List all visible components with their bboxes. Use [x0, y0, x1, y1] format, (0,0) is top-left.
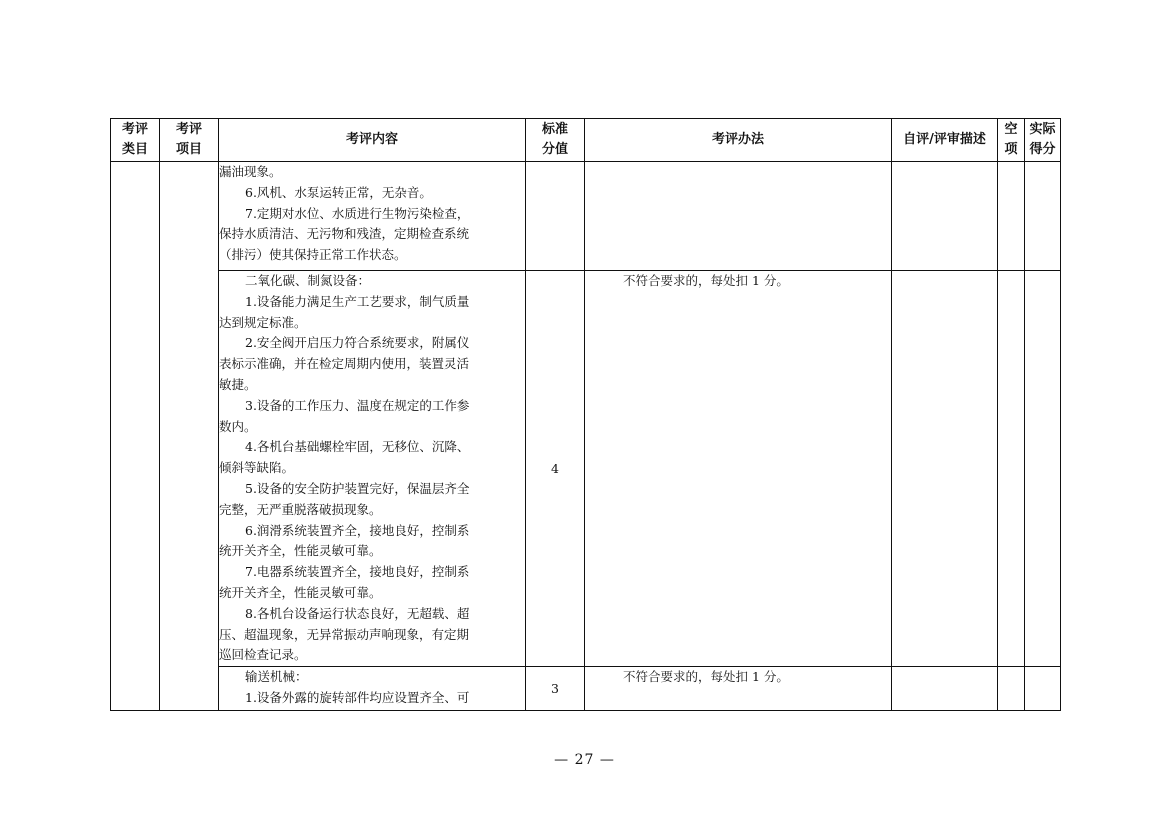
score-cell: 3 — [526, 667, 585, 711]
header-actual-text: 实际 得分 — [1029, 122, 1056, 157]
table-body — [111, 162, 1061, 711]
header-method: 考评办法 — [585, 119, 892, 162]
method-text: 不符合要求的，每处扣 1 分。 — [623, 669, 789, 685]
content-line: 6.润滑系统装置齐全，接地良好，控制系 — [245, 522, 470, 538]
header-blank-text: 空 项 — [1004, 122, 1018, 157]
content-line: 完整，无严重脱落破损现象。 — [219, 501, 382, 517]
content-line: 输送机械： — [245, 669, 308, 685]
header-score-text: 标准 分值 — [541, 122, 568, 157]
header-content: 考评内容 — [219, 119, 526, 162]
header-item — [160, 119, 219, 162]
method-cell — [585, 162, 892, 271]
content-line: 7.电器系统装置齐全，接地良好，控制系 — [245, 564, 470, 580]
method-cell — [585, 271, 892, 667]
content-line: 数内。 — [219, 418, 257, 434]
content-cell — [219, 162, 526, 271]
self-eval-cell — [892, 667, 998, 711]
page-number: — 27 — — [554, 752, 615, 768]
header-category-text: 考评 类目 — [121, 122, 148, 157]
actual-score-cell — [1025, 667, 1061, 711]
content-line: 5.设备的安全防护装置完好，保温层齐全 — [245, 480, 470, 496]
content-line: 保持水质清洁、无污物和残渣，定期检查系统 — [219, 226, 470, 242]
header-blank — [998, 119, 1025, 162]
content-cell — [219, 667, 526, 711]
header-score — [526, 119, 585, 162]
content-line: 8.各机台设备运行状态良好，无超载、超 — [245, 605, 470, 621]
self-eval-cell — [892, 162, 998, 271]
item-cell — [160, 162, 219, 711]
method-text: 不符合要求的，每处扣 1 分。 — [623, 273, 789, 288]
score-cell: 4 — [526, 271, 585, 667]
content-line: 二氧化碳、制氮设备： — [245, 273, 371, 288]
content-line: 漏油现象。 — [219, 164, 282, 179]
table-row — [111, 162, 1061, 271]
table-header-row — [111, 119, 1061, 162]
content-line: 表标示准确，并在检定周期内使用，装置灵活 — [219, 356, 470, 372]
header-self-eval: 自评/评审描述 — [892, 119, 998, 162]
category-cell — [111, 162, 160, 711]
content-line: 巡回检查记录。 — [219, 647, 307, 663]
table-row — [111, 667, 1061, 711]
header-category — [111, 119, 160, 162]
content-line: 4.各机台基础螺栓牢固，无移位、沉降、 — [245, 439, 470, 455]
actual-score-cell — [1025, 271, 1061, 667]
content-line: 7.定期对水位、水质进行生物污染检查， — [245, 205, 470, 221]
content-line: （排污）使其保持正常工作状态。 — [219, 247, 407, 263]
content-line: 1.设备能力满足生产工艺要求，制气质量 — [245, 293, 470, 309]
content-line: 达到规定标准。 — [219, 314, 307, 330]
content-line: 3.设备的工作压力、温度在规定的工作参 — [245, 397, 470, 413]
content-line: 敏捷。 — [219, 376, 257, 392]
header-actual — [1025, 119, 1061, 162]
self-eval-cell — [892, 271, 998, 667]
blank-cell — [998, 162, 1025, 271]
content-line: 6.风机、水泵运转正常，无杂音。 — [245, 184, 432, 200]
header-item-text: 考评 项目 — [175, 122, 202, 157]
content-line: 倾斜等缺陷。 — [219, 460, 295, 476]
table-row — [111, 271, 1061, 667]
evaluation-table — [110, 118, 1061, 711]
blank-cell — [998, 271, 1025, 667]
blank-cell — [998, 667, 1025, 711]
content-line: 压、超温现象，无异常振动声响现象，有定期 — [219, 626, 470, 642]
method-cell — [585, 667, 892, 711]
score-cell — [526, 162, 585, 271]
content-line: 1.设备外露的旋转部件均应设置齐全、可 — [245, 689, 470, 705]
content-line: 2.安全阀开启压力符合系统要求，附属仪 — [245, 335, 470, 351]
content-line: 统开关齐全，性能灵敏可靠。 — [219, 584, 382, 600]
content-cell — [219, 271, 526, 667]
actual-score-cell — [1025, 162, 1061, 271]
content-line: 统开关齐全，性能灵敏可靠。 — [219, 543, 382, 559]
